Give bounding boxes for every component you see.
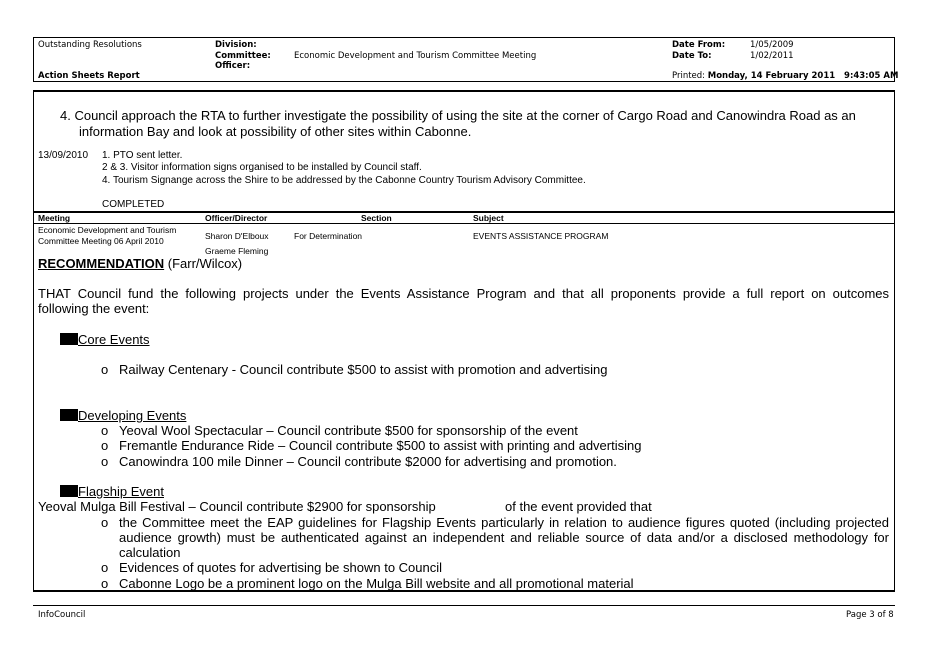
action-status: COMPLETED <box>102 199 165 210</box>
condition-2: Evidences of quotes for advertising be shown to Council <box>119 560 443 575</box>
date-to-label: Date To: <box>672 51 712 61</box>
meeting-line2: Committee Meeting 06 April 2010 <box>38 236 164 246</box>
committee-value: Economic Development and Tourism Committee Meeting <box>294 51 537 61</box>
printed-label: Printed: <box>672 71 706 81</box>
flagship-intro-2: of the event provided that <box>505 499 652 514</box>
intro-line1: THAT Council fund the following projects under the Events Assistance Program and that all proponents provide a full report on outcomes <box>38 286 889 301</box>
item4-line2: information Bay and look at possibility of other sites within Cabonne. <box>79 124 472 139</box>
condition-1-line1: the Committee meet the EAP guidelines for Flagship Events particularly in relation to audience figures quoted (including projected <box>119 515 889 530</box>
officer-1: Sharon D'Elboux <box>205 231 269 241</box>
col-section: Section <box>361 213 392 223</box>
list-bullet: o <box>101 423 109 438</box>
flagship-event-heading: Flagship Event <box>60 484 164 499</box>
list-bullet: o <box>101 454 109 469</box>
col-officer: Officer/Director <box>205 213 268 223</box>
recommendation-heading: RECOMMENDATION <box>38 256 165 271</box>
page-number: Page 3 of 8 <box>846 610 894 620</box>
condition-1-line2: audience growth) must be authenticated against an independent and reliable source of data and/or a disclosed methodology for <box>119 530 889 545</box>
action-date: 13/09/2010 <box>38 150 89 161</box>
intro-line2: following the event: <box>38 301 150 316</box>
redaction-mark <box>60 485 78 497</box>
item4-line1: 4. Council approach the RTA to further investigate the possibility of using the site at the corner of Cargo Road and Canowindra Road as an <box>60 108 856 123</box>
col-subject: Subject <box>473 213 504 223</box>
table-top-rule <box>34 211 894 213</box>
action-line2: 2 & 3. Visitor information signs organised to be installed by Council staff. <box>102 162 422 173</box>
printed-value: Monday, 14 February 2011 9:43:05 AM <box>707 71 899 81</box>
meeting-line1: Economic Development and Tourism <box>38 225 177 235</box>
officer-label: Officer: <box>215 61 251 71</box>
list-bullet: o <box>101 576 109 591</box>
developing-events-heading: Developing Events <box>60 408 186 423</box>
footer-left: InfoCouncil <box>38 610 86 620</box>
date-to-value: 1/02/2011 <box>750 51 794 61</box>
redaction-mark <box>60 409 78 421</box>
list-bullet: o <box>101 438 109 453</box>
officer-2: Graeme Fleming <box>205 246 269 256</box>
section-value: For Determination <box>294 231 363 241</box>
printed-line <box>672 71 898 81</box>
developing-event-3: Canowindra 100 mile Dinner – Council contribute $2000 for advertising and promotion. <box>119 454 617 469</box>
list-bullet: o <box>101 515 109 530</box>
action-line3: 4. Tourism Signange across the Shire to be addressed by the Cabonne Country Tourism Advisory Committee. <box>102 175 586 186</box>
core-event-1: Railway Centenary - Council contribute $500 to assist with promotion and advertising <box>119 362 608 377</box>
col-meeting: Meeting <box>38 213 71 223</box>
condition-1-line3: calculation <box>119 545 181 560</box>
redaction-mark <box>60 333 78 345</box>
developing-event-1: Yeoval Wool Spectacular – Council contribute $500 for sponsorship of the event <box>119 423 578 438</box>
condition-3: Cabonne Logo be a prominent logo on the Mulga Bill website and all promotional material <box>119 576 634 591</box>
list-bullet: o <box>101 560 109 575</box>
committee-label: Committee: <box>215 51 271 61</box>
list-bullet: o <box>101 362 109 377</box>
date-from-label: Date From: <box>672 40 726 50</box>
table-header-rule <box>34 223 894 224</box>
division-label: Division: <box>215 40 257 50</box>
report-type: Action Sheets Report <box>38 71 140 81</box>
developing-event-2: Fremantle Endurance Ride – Council contribute $500 to assist with printing and advertising <box>119 438 642 453</box>
subject-value: EVENTS ASSISTANCE PROGRAM <box>473 231 609 241</box>
footer-rule <box>33 605 895 606</box>
recommendation-movers: (Farr/Wilcox) <box>164 256 243 271</box>
action-line1: 1. PTO sent letter. <box>102 150 183 161</box>
report-name: Outstanding Resolutions <box>38 40 142 50</box>
core-events-heading: Core Events <box>60 332 150 347</box>
recommendation-line <box>38 256 242 271</box>
flagship-intro-1: Yeoval Mulga Bill Festival – Council contribute $2900 for sponsorship <box>38 499 436 514</box>
date-from-value: 1/05/2009 <box>750 40 794 50</box>
